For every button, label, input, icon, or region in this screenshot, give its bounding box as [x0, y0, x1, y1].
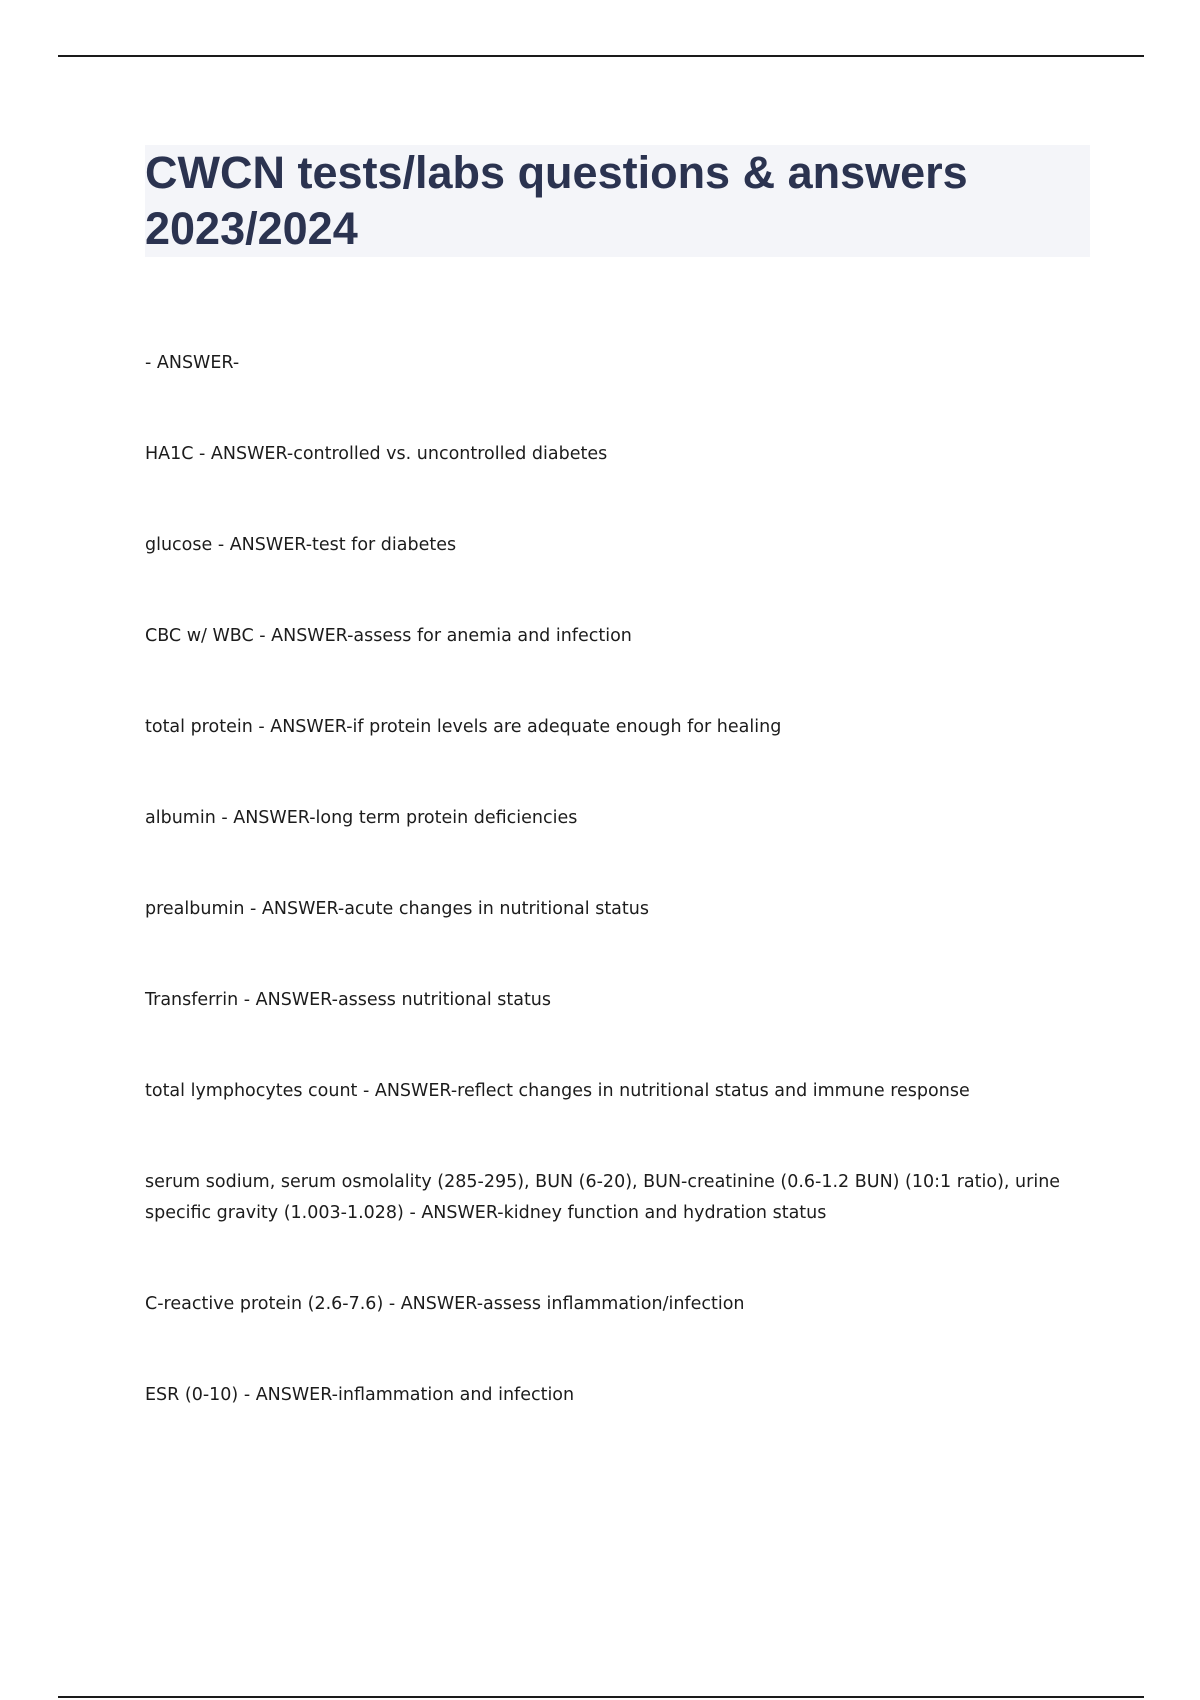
qa-item: total lymphocytes count - ANSWER-reflect changes in nutritional status and immune response [145, 1081, 970, 1101]
title-block [145, 145, 1090, 257]
qa-item: total protein - ANSWER-if protein levels are adequate enough for healing [145, 717, 782, 737]
qa-item: CBC w/ WBC - ANSWER-assess for anemia and infection [145, 626, 632, 646]
qa-item: Transferrin - ANSWER-assess nutritional status [145, 990, 552, 1010]
qa-item: glucose - ANSWER-test for diabetes [145, 535, 457, 555]
document-title: CWCN tests/labs questions & answers 2023/2024 [145, 147, 968, 254]
qa-item: - ANSWER- [145, 353, 240, 373]
qa-item: HA1C - ANSWER-controlled vs. uncontrolled diabetes [145, 444, 608, 464]
qa-item: C-reactive protein (2.6-7.6) - ANSWER-assess inflammation/infection [145, 1294, 745, 1314]
qa-item: ESR (0-10) - ANSWER-inflammation and infection [145, 1385, 575, 1405]
bottom-rule [58, 1696, 1144, 1698]
qa-item: prealbumin - ANSWER-acute changes in nutritional status [145, 899, 649, 919]
qa-list [145, 348, 1095, 1471]
qa-item: albumin - ANSWER-long term protein deficiencies [145, 808, 578, 828]
qa-item: serum sodium, serum osmolality (285-295), BUN (6-20), BUN-creatinine (0.6-1.2 BUN) (10:1 ratio), urine specific gravity (1.003-1.028) - ANSWER-kidney function and hydration status [145, 1172, 1061, 1223]
top-rule [58, 55, 1144, 57]
